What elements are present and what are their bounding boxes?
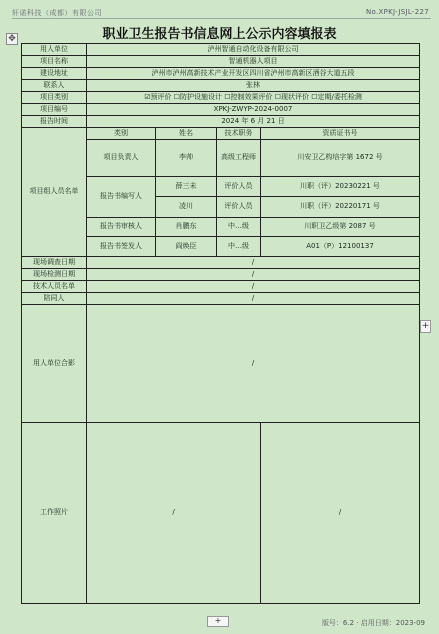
contact-value[interactable]: 张林 (87, 80, 420, 92)
staff-header-category: 类别 (87, 128, 156, 140)
sampling-date-value[interactable]: / (87, 269, 420, 281)
staff-header-cert: 资质证书号 (261, 128, 420, 140)
employer-photo-value[interactable]: / (87, 305, 420, 423)
contact-label: 联系人 (22, 80, 87, 92)
work-photo-label: 工作照片 (22, 423, 87, 604)
companion-value[interactable]: / (87, 293, 420, 305)
header-divider (12, 18, 431, 19)
page-title: 职业卫生报告书信息网上公示内容填报表 (102, 27, 337, 42)
issuer-label: 报告书签发人 (87, 237, 156, 257)
project-no-label: 项目编号 (22, 104, 87, 116)
report-form-table (21, 43, 420, 604)
address-value[interactable]: 泸州市泸州高新技术产业开发区四川省泸州市高新区酒谷大道五段 (87, 68, 420, 80)
work-photo-left[interactable]: / (87, 423, 261, 604)
add-row-icon[interactable]: + (207, 616, 229, 627)
employer-label: 用人单位 (22, 44, 87, 56)
table-move-handle-icon[interactable]: ✥ (6, 33, 18, 45)
project-name-value[interactable]: 智通机器人项目 (87, 56, 420, 68)
project-no-value[interactable]: XPKJ-ZWYP-2024-0007 (87, 104, 420, 116)
tech-staff-value[interactable]: / (87, 281, 420, 293)
survey-date-value[interactable]: / (87, 257, 420, 269)
issuer-cert[interactable]: A01（P）12100137 (261, 237, 420, 257)
tech-staff-label: 技术人员名单 (22, 281, 87, 293)
leader-cert[interactable]: 川安卫乙构培字第 1672 号 (261, 140, 420, 177)
leader-label: 项目负责人 (87, 140, 156, 177)
writer-1-title[interactable]: 评价人员 (217, 177, 261, 197)
writer-2-cert[interactable]: 川职（评）20220171 号 (261, 197, 420, 218)
staff-header-name: 姓名 (156, 128, 217, 140)
add-column-icon[interactable]: + (421, 321, 430, 331)
report-time-label: 报告时间 (22, 116, 87, 128)
address-label: 建设地址 (22, 68, 87, 80)
reviewer-cert[interactable]: 川职卫乙级第 2087 号 (261, 218, 420, 237)
employer-photo-label: 用人单位合影 (22, 305, 87, 423)
footer-version: 版号：6.2 · 启用日期：2023-09 (321, 619, 425, 627)
staff-group-label: 项目组人员名单 (22, 128, 87, 257)
project-name-label: 项目名称 (22, 56, 87, 68)
survey-date-label: 现场调查日期 (22, 257, 87, 269)
writer-2-name[interactable]: 凌川 (156, 197, 217, 218)
header-doc-no: No.XPKJ-JSJL-227 (366, 8, 429, 16)
writers-label: 报告书编写人 (87, 177, 156, 218)
writer-1-cert[interactable]: 川职（评）20230221 号 (261, 177, 420, 197)
leader-name[interactable]: 李帅 (156, 140, 217, 177)
category-value[interactable]: ☑预评价 ☐防护设施设计 ☐控制效果评价 ☐现状评价 ☐定期/委托检测 (87, 92, 420, 104)
header-company: 轩诺科技（成都）有限公司 (12, 9, 102, 17)
employer-value[interactable]: 泸州智通自动化设备有限公司 (87, 44, 420, 56)
companion-label: 陪同人 (22, 293, 87, 305)
issuer-title[interactable]: 中…级 (217, 237, 261, 257)
report-time-value[interactable]: 2024 年 6 月 21 日 (87, 116, 420, 128)
reviewer-label: 报告书审核人 (87, 218, 156, 237)
issuer-name[interactable]: 阎焕臣 (156, 237, 217, 257)
reviewer-name[interactable]: 肖鹏东 (156, 218, 217, 237)
reviewer-title[interactable]: 中…级 (217, 218, 261, 237)
category-label: 项目类别 (22, 92, 87, 104)
sampling-date-label: 现场检测日期 (22, 269, 87, 281)
work-photo-right[interactable]: / (261, 423, 420, 604)
staff-header-title: 技术职务 (217, 128, 261, 140)
writer-1-name[interactable]: 薛三未 (156, 177, 217, 197)
writer-2-title[interactable]: 评价人员 (217, 197, 261, 218)
leader-title[interactable]: 高级工程师 (217, 140, 261, 177)
